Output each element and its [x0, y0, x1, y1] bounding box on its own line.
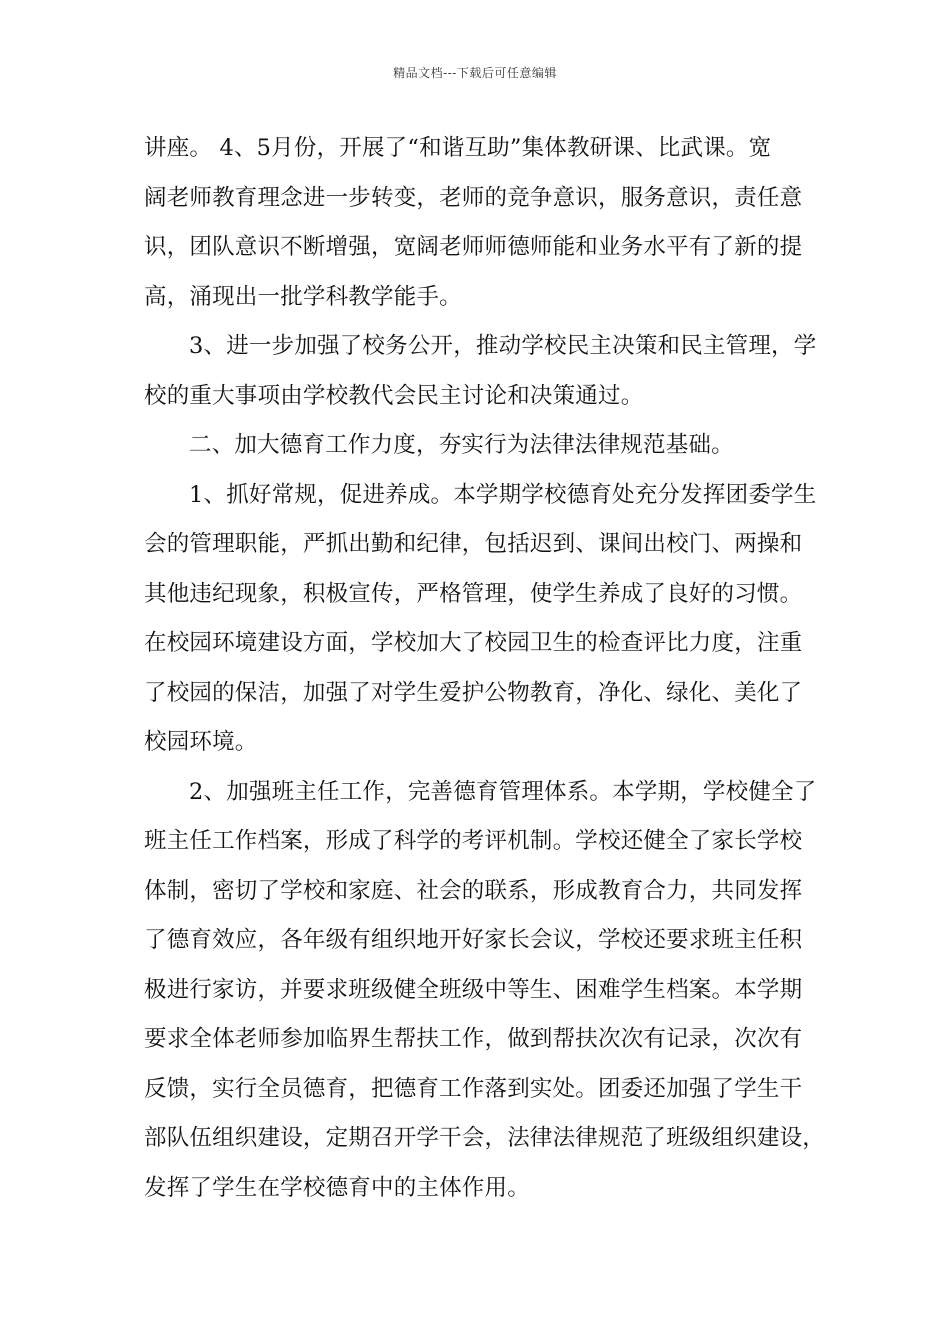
- text-line: 了校园的保洁，加强了对学生爱护公物教育，净化、绿化、美化了: [144, 679, 803, 706]
- text-line: 讲座。 4、5月份，开展了“和谐互助”集体教研课、比武课。宽: [144, 135, 772, 161]
- text-line: 班主任工作档案，形成了科学的考评机制。学校还健全了家长学校: [144, 828, 803, 854]
- text-line: 在校园环境建设方面，学校加大了校园卫生的检查评比力度，注重: [144, 630, 803, 656]
- text-line: 识，团队意识不断增强，宽阔老师师德师能和业务水平有了新的提: [144, 234, 803, 260]
- text-line: 了德育效应，各年级有组织地开好家长会议，学校还要求班主任积: [144, 927, 803, 953]
- paragraph-start-line: 1、抓好常规，促进养成。本学期学校德育处充分发挥团委学生: [189, 481, 817, 508]
- paragraph-start-line: 2、加强班主任工作，完善德育管理体系。本学期，学校健全了: [189, 778, 817, 805]
- text-line: 其他违纪现象，积极宣传，严格管理，使学生养成了良好的习惯。: [144, 580, 803, 607]
- text-line: 部队伍组织建设，定期召开学干会，法律法律规范了班级组织建设，: [144, 1125, 826, 1151]
- text-line: 阔老师教育理念进一步转变，老师的竞争意识，服务意识，责任意: [144, 184, 803, 211]
- page-header: 精品文档---下载后可任意编辑: [393, 66, 557, 80]
- text-line: 高，涌现出一批学科教学能手。: [144, 283, 462, 310]
- text-line: 校的重大事项由学校教代会民主讨论和决策通过。: [144, 382, 644, 409]
- text-line: 会的管理职能，严抓出勤和纪律，包括迟到、课间出校门、两操和: [144, 531, 803, 557]
- document-body: [144, 124, 828, 1213]
- text-line: 发挥了学生在学校德育中的主体作用。: [144, 1174, 530, 1201]
- text-line: 校园环境。: [144, 729, 258, 755]
- text-line: 极进行家访，并要求班级健全班级中等生、困难学生档案。本学期: [144, 976, 803, 1003]
- section-heading: 二、加大德育工作力度，夯实行为法律法律规范基础。: [189, 432, 734, 458]
- text-line: 体制，密切了学校和家庭、社会的联系，形成教育合力，共同发挥: [144, 877, 803, 904]
- text-line: 反馈，实行全员德育，把德育工作落到实处。团委还加强了学生干: [144, 1075, 803, 1102]
- paragraph-start-line: 3、进一步加强了校务公开，推动学校民主决策和民主管理，学: [189, 333, 817, 359]
- text-line: 要求全体老师参加临界生帮扶工作，做到帮扶次次有记录，次次有: [144, 1026, 803, 1052]
